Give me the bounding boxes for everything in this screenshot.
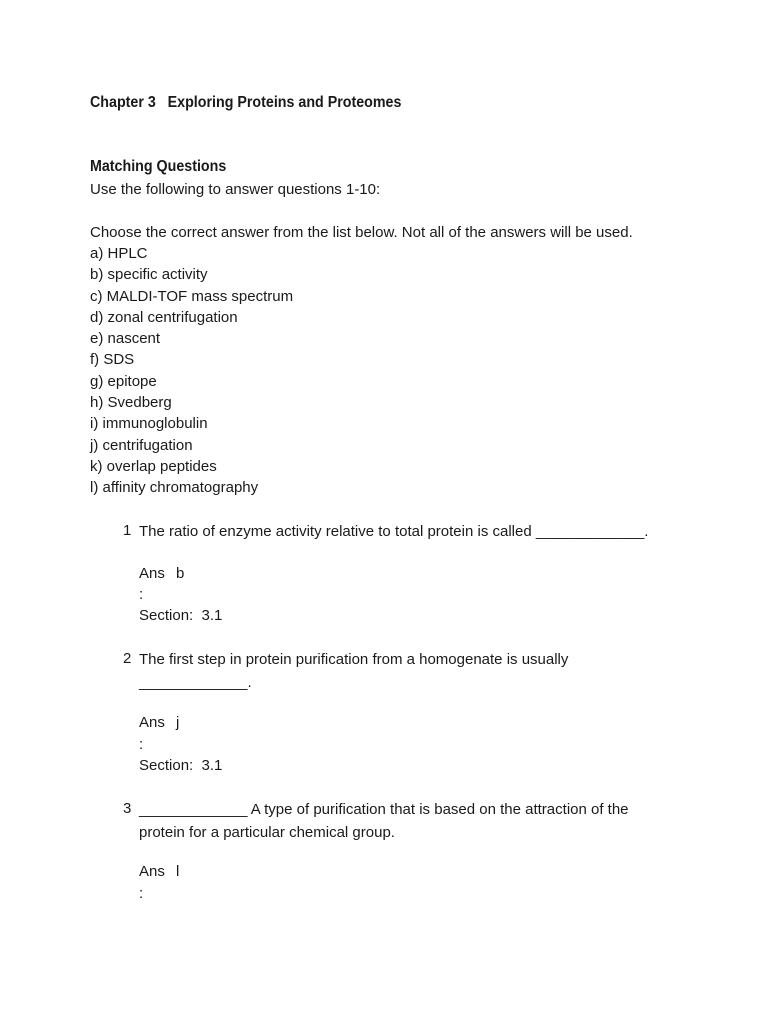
question-text: The ratio of enzyme activity relative to total protein is called _____________. [139,523,649,540]
answer-value: b [176,565,185,582]
section-reference: Section: 3.1 [139,757,223,774]
answer-label: Ans [139,863,165,880]
option-g: g) epitope [90,372,157,390]
question-number: 2 [123,650,132,667]
question-text: _____________ A type of purification that is based on the attraction of the protein for a particular chemical group. [139,801,629,841]
question-number: 1 [123,522,132,539]
answer-label: Ans [139,565,165,582]
question-text: The first step in protein purification from a homogenate is usually _____________. [139,651,569,691]
option-c: c) MALDI-TOF mass spectrum [90,287,294,305]
option-h: h) Svedberg [90,394,172,412]
chapter-title: Chapter 3 Exploring Proteins and Proteomes [90,94,402,111]
instruction-text: Use the following to answer questions 1-10: [90,181,381,198]
answer-value: j [176,714,180,731]
choose-text: Choose the correct answer from the list below. Not all of the answers will be used. [90,224,633,241]
option-a: a) HPLC [90,245,148,262]
option-b: b) specific activity [90,266,208,284]
answer-colon: : [139,736,144,753]
section-reference: Section: 3.1 [139,607,223,624]
option-e: e) nascent [90,330,161,348]
option-i: i) immunoglobulin [90,415,208,433]
option-j: j) centrifugation [90,436,193,454]
answer-colon: : [139,586,144,603]
answer-colon: : [139,885,144,902]
option-f: f) SDS [90,351,135,369]
option-k: k) overlap peptides [90,457,217,475]
answer-value: l [176,863,180,880]
option-d: d) zonal centrifugation [90,308,238,326]
answer-label: Ans [139,714,165,731]
answer-options-list [90,243,293,499]
option-l: l) affinity chromatography [90,479,259,497]
matching-questions-heading: Matching Questions [90,158,227,175]
question-number: 3 [123,800,132,817]
